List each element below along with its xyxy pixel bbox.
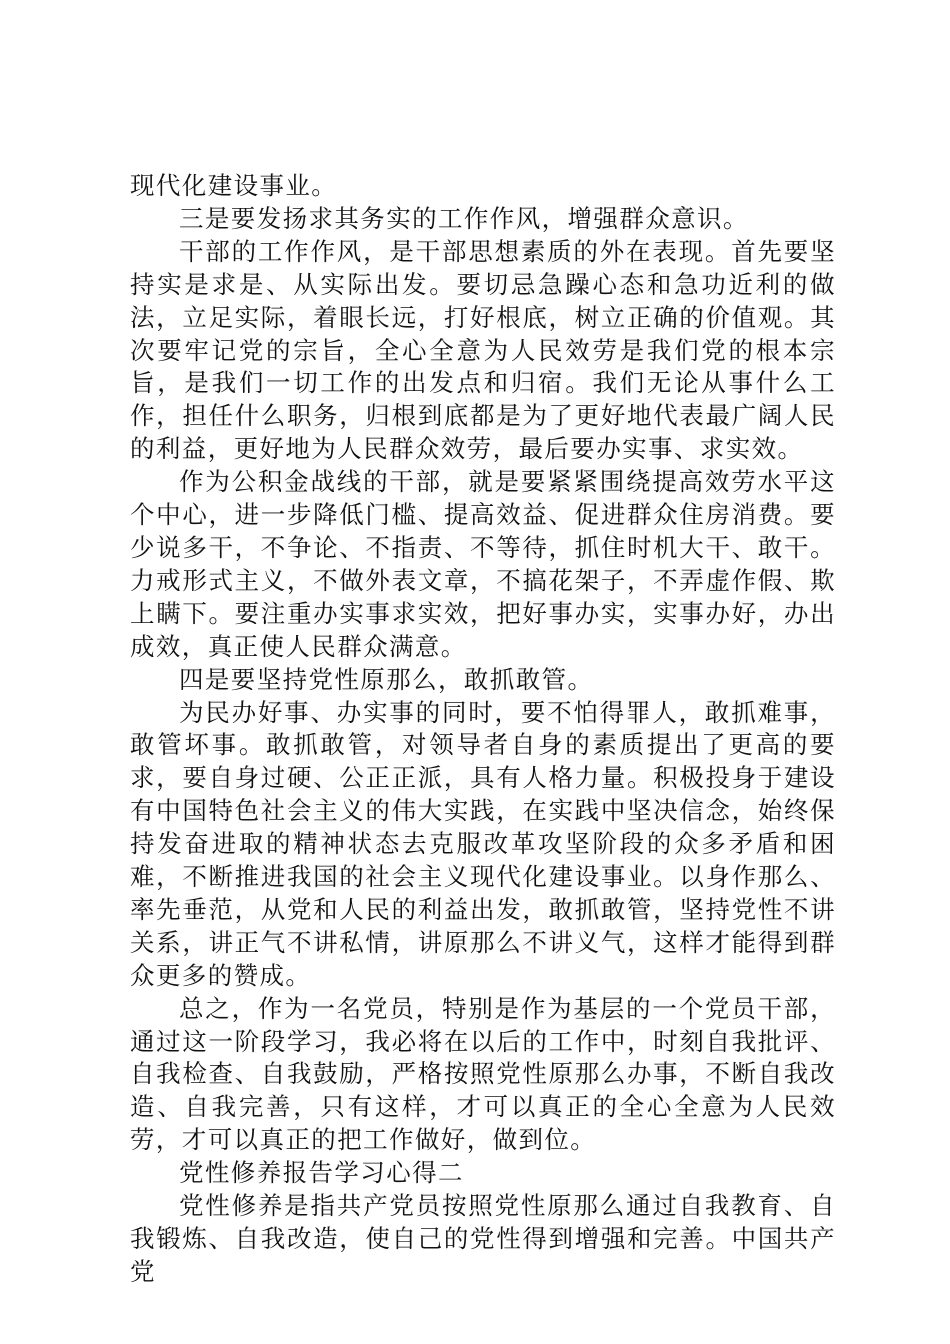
paragraph: 为民办好事、办实事的同时，要不怕得罪人，敢抓难事，敢管坏事。敢抓敢管，对领导者自身的素质提出了更高的要求，要自身过硬、公正正派，具有人格力量。积极投身于建设有中国特色社会主义的伟大实践，在实践中坚决信念，始终保持发奋进取的精神状态去克服改革攻坚阶段的众多矛盾和困难，不断推进我国的社会主义现代化建设事业。以身作那么、率先垂范，从党和人民的利益出发，敢抓敢管，坚持党性不讲关系，讲正气不讲私情，讲原那么不讲义气，这样才能得到群众更多的赞成。	[130, 697, 836, 990]
section-title: 党性修养报告学习心得二	[179, 1158, 464, 1188]
paragraph-continuation: 现代化建设事业。	[130, 171, 338, 200]
section-heading-three: 三是要发扬求其务实的工作作风，增强群众意识。	[179, 203, 749, 233]
document-body	[130, 170, 836, 1289]
section-heading-four: 四是要坚持党性原那么，敢抓敢管。	[179, 664, 594, 694]
paragraph-conclusion: 总之，作为一名党员，特别是作为基层的一个党员干部，通过这一阶段学习，我必将在以后的工作中，时刻自我批评、自我检查、自我鼓励，严格按照党性原那么办事，不断自我改造、自我完善，只有这样，才可以真正的全心全意为人民效劳，才可以真正的把工作做好，做到位。	[130, 993, 836, 1155]
paragraph: 作为公积金战线的干部，就是要紧紧围绕提高效劳水平这个中心，进一步降低门槛、提高效益、促进群众住房消费。要少说多干，不争论、不指责、不等待，抓住时机大干、敢干。力戒形式主义，不做外表文章，不搞花架子，不弄虚作假、欺上瞒下。要注重办实事求实效，把好事办实，实事办好，办出成效，真正使人民群众满意。	[130, 467, 836, 661]
paragraph: 党性修养是指共产党员按照党性原那么通过自我教育、自我锻炼、自我改造，使自己的党性得到增强和完善。中国共产党	[130, 1191, 836, 1286]
paragraph: 干部的工作作风，是干部思想素质的外在表现。首先要坚持实是求是、从实际出发。要切忌急躁心态和急功近利的做法，立足实际，着眼长远，打好根底，树立正确的价值观。其次要牢记党的宗旨，全心全意为人民效劳是我们党的根本宗旨，是我们一切工作的出发点和归宿。我们无论从事什么工作，担任什么职务，归根到底都是为了更好地代表最广阔人民的利益，更好地为人民群众效劳，最后要办实事、求实效。	[130, 236, 836, 464]
